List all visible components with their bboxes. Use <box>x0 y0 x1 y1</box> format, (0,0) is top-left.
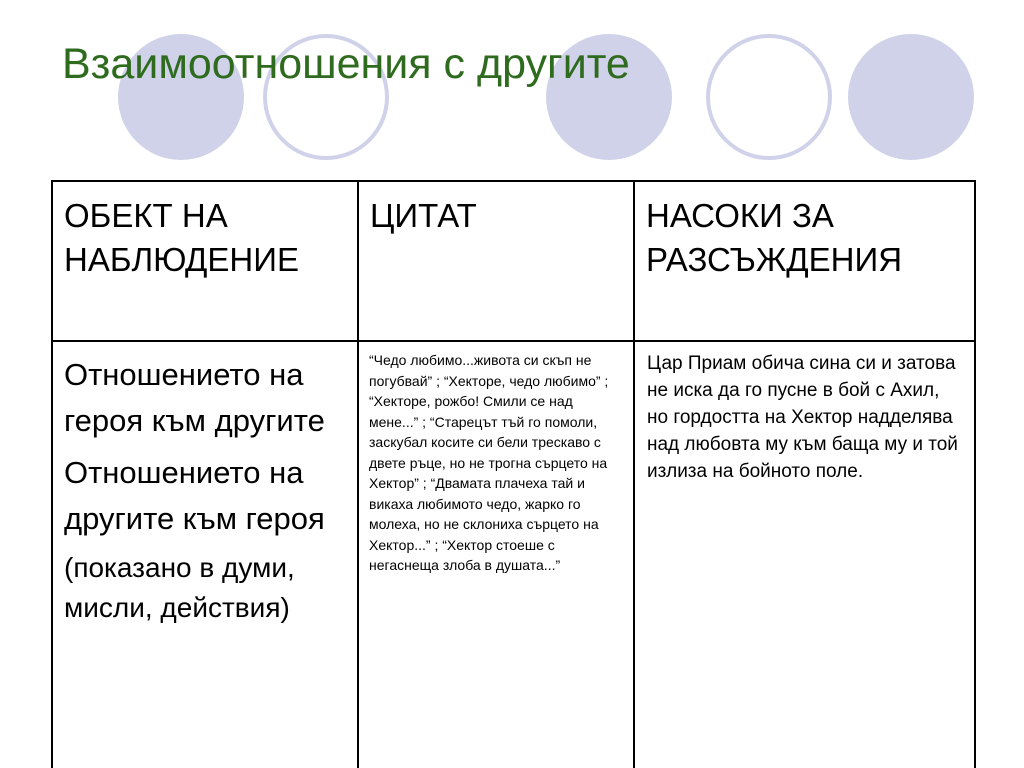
decorative-ring <box>706 34 832 160</box>
observation-item: Отношението на героя към другите <box>64 357 325 438</box>
decorative-circle <box>848 34 974 160</box>
header-reasoning-guidelines: НАСОКИ ЗА РАЗСЪЖДЕНИЯ <box>634 181 975 341</box>
header-observation-object: ОБЕКТ НА НАБЛЮДЕНИЕ <box>52 181 358 341</box>
observation-item: Отношението на другите към героя <box>64 455 325 536</box>
table-header-row <box>52 181 975 341</box>
analysis-table <box>51 180 976 768</box>
table-row <box>52 341 975 768</box>
observation-cell <box>52 341 358 768</box>
slide-title: Взаимоотношения с другите <box>62 40 630 88</box>
observation-note: (показано в думи, мисли, действия) <box>64 552 295 623</box>
quote-cell: “Чедо любимо...живота си скъп не погубвай” ; “Хекторе, чедо любимо” ; “Хекторе, рожбо! Смили се над мене...” ; “Старецът тъй го помоли, заскубал косите си бели трескаво с двете ръце, но не трогна сърцето на Хектор” ; “Двамата плачеха тай и викаха любимото чедо, жарко го молеха, но не склониха сърцето на Хектор...” ; “Хектор стоеше с негаснеща злоба в душата...” <box>358 341 634 768</box>
guidance-cell: Цар Приам обича сина си и затова не иска да го пусне в бой с Ахил, но гордостта на Хектор надделява над любовта му към баща му и той излиза на бойното поле. <box>634 341 975 768</box>
header-quote: ЦИТАТ <box>358 181 634 341</box>
